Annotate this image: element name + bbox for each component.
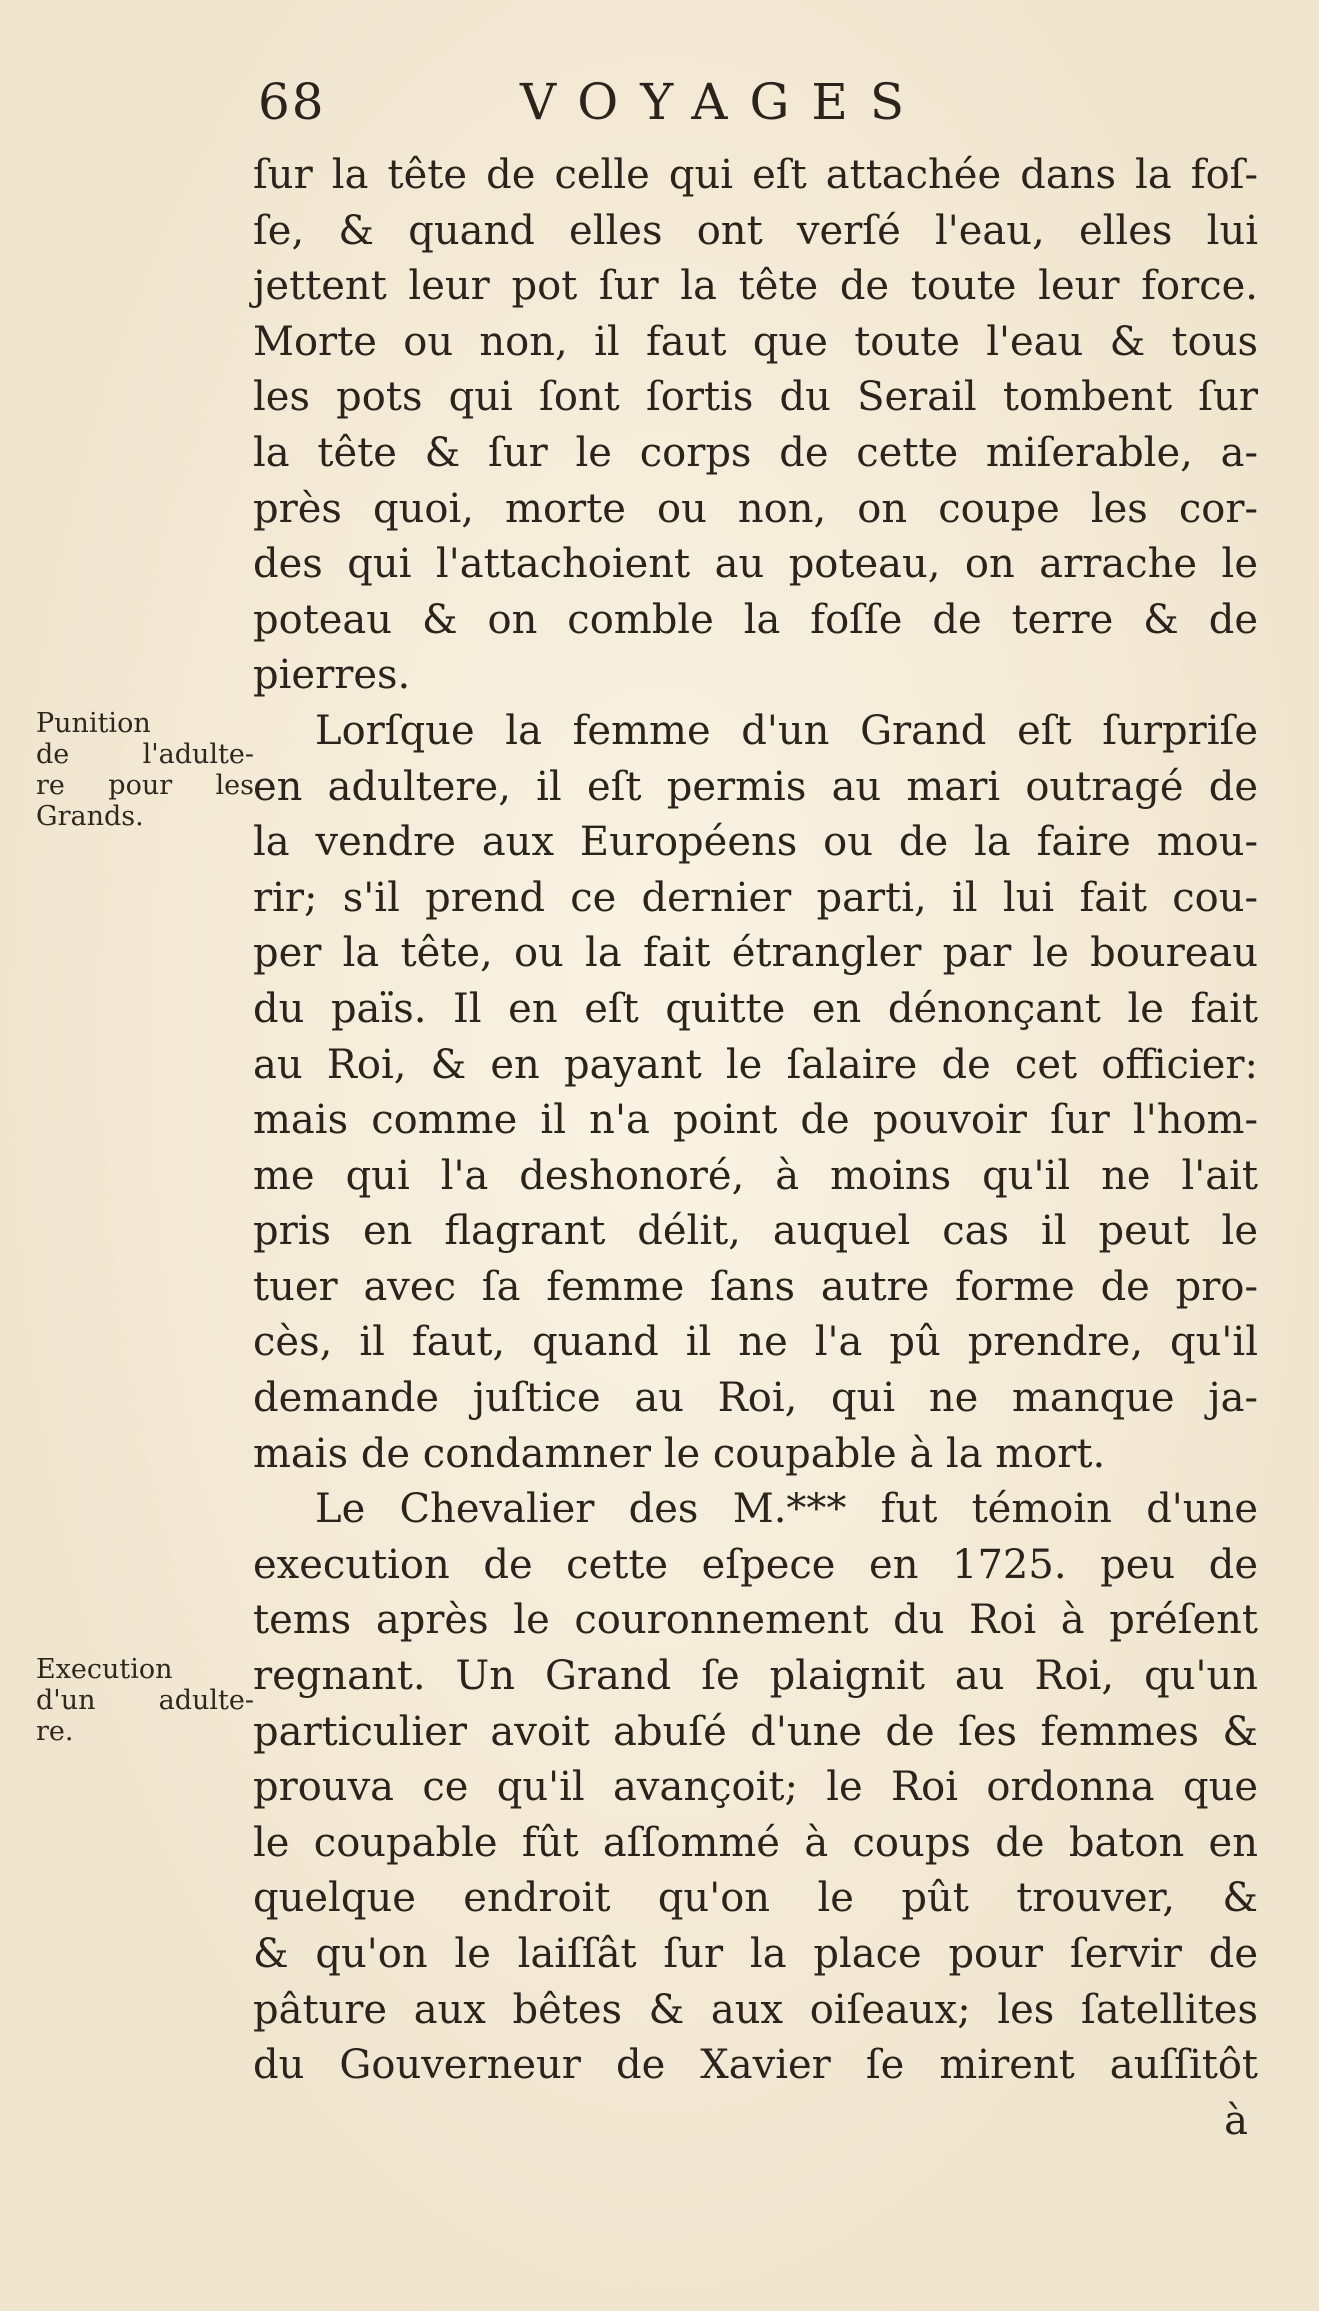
catchword: à	[1224, 2097, 1248, 2144]
text-line: tems après le couronnement du Roi à préſent	[253, 1597, 1258, 1644]
text-line: me qui l'a deshonoré, à moins qu'il ne l'ait	[253, 1152, 1258, 1199]
margin-note-line: Execution	[36, 1654, 173, 1685]
text-line: le coupable fût aſſommé à coups de baton en	[253, 1819, 1258, 1866]
running-title: VOYAGES	[520, 73, 927, 131]
text-line: des qui l'attachoient au poteau, on arrache le	[253, 541, 1258, 588]
text-line: tuer avec ſa femme ſans autre forme de pro-	[253, 1263, 1258, 1310]
text-line: prouva ce qu'il avançoit; le Roi ordonna que	[253, 1764, 1258, 1811]
text-line: la vendre aux Européens ou de la faire mou-	[253, 819, 1258, 866]
text-line: la tête & ſur le corps de cette miſerable, a-	[253, 429, 1258, 476]
margin-note-line: re pour les	[36, 770, 254, 801]
text-line: en adultere, il eſt permis au mari outragé de	[253, 763, 1258, 810]
text-line: les pots qui ſont ſortis du Serail tombent ſur	[253, 374, 1258, 421]
text-line: pâture aux bêtes & aux oiſeaux; les ſatellites	[253, 1986, 1258, 2033]
text-line: mais de condamner le coupable à la mort.	[253, 1430, 1106, 1477]
text-line: rir; s'il prend ce dernier parti, il lui fait cou-	[253, 874, 1258, 921]
margin-note-line: Punition	[36, 708, 151, 739]
text-line: Le Chevalier des M.*** fut témoin d'une	[315, 1486, 1258, 1533]
text-line: Lorſque la femme d'un Grand eſt ſurpriſe	[315, 707, 1258, 754]
text-line: cès, il faut, quand il ne l'a pû prendre, qu'il	[253, 1319, 1258, 1366]
text-line: quelque endroit qu'on le pût trouver, &	[253, 1875, 1258, 1922]
body-text	[253, 148, 1258, 2149]
margin-note-punition	[36, 708, 254, 832]
margin-note-line: re.	[36, 1716, 74, 1747]
text-line: execution de cette eſpece en 1725. peu de	[253, 1541, 1258, 1588]
page-header	[0, 72, 1319, 142]
text-line: au Roi, & en payant le ſalaire de cet officier:	[253, 1041, 1258, 1088]
text-line: & qu'on le laiſſât ſur la place pour ſervir de	[253, 1931, 1258, 1977]
text-line: particulier avoit abuſé d'une de ſes femmes &	[253, 1708, 1258, 1755]
text-line: regnant. Un Grand ſe plaignit au Roi, qu'un	[253, 1653, 1258, 1700]
text-line: demande juſtice au Roi, qui ne manque ja-	[253, 1375, 1258, 1422]
margin-note-line: Grands.	[36, 801, 144, 832]
text-line: pierres.	[253, 652, 411, 699]
text-line: jettent leur pot ſur la tête de toute leur force.	[253, 263, 1258, 310]
text-line: pris en flagrant délit, auquel cas il peut le	[253, 1208, 1258, 1255]
text-line: ſe, & quand elles ont verſé l'eau, elles lui	[253, 207, 1258, 254]
text-line: per la tête, ou la fait étrangler par le boureau	[253, 930, 1258, 977]
text-line: près quoi, morte ou non, on coupe les cor-	[253, 485, 1258, 532]
margin-note-line: de l'adulte-	[36, 739, 254, 770]
page-number: 68	[258, 73, 326, 131]
margin-note-execution	[36, 1654, 254, 1747]
text-line: mais comme il n'a point de pouvoir ſur l'hom-	[253, 1097, 1258, 1144]
text-line: Morte ou non, il faut que toute l'eau & tous	[253, 318, 1258, 365]
text-line: ſur la tête de celle qui eſt attachée dans la foſ-	[253, 152, 1258, 198]
margin-note-line: d'un adulte-	[36, 1685, 254, 1716]
text-line: poteau & on comble la foſſe de terre & de	[253, 596, 1258, 643]
text-line: du païs. Il en eſt quitte en dénonçant le fait	[253, 985, 1258, 1032]
text-line: du Gouverneur de Xavier ſe mirent auſſitôt	[253, 2042, 1258, 2089]
